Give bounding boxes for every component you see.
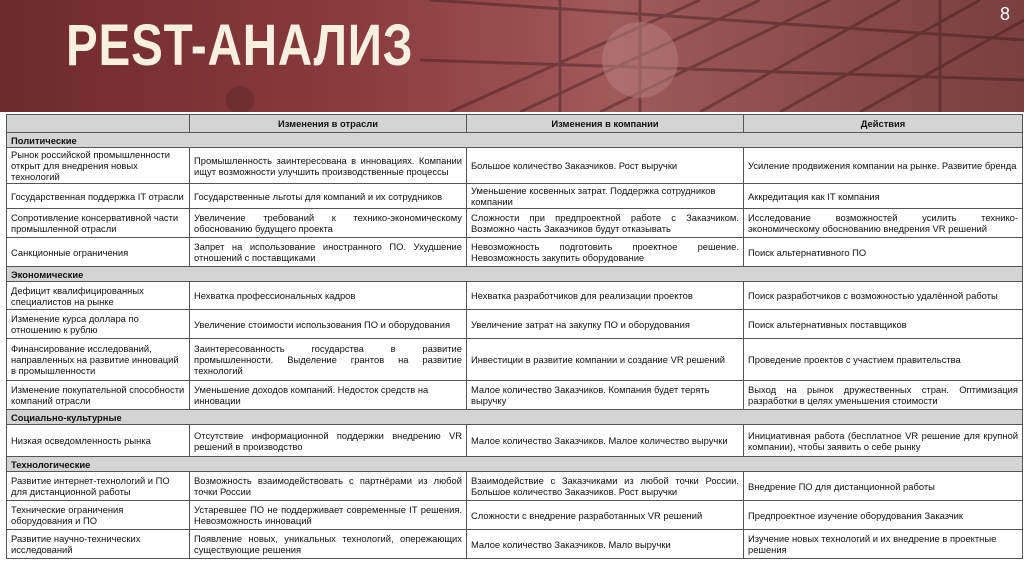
action-cell: Поиск альтернативных поставщиков <box>744 310 1023 339</box>
company-cell: Увеличение затрат на закупку ПО и оборудования <box>467 310 744 339</box>
action-cell: Поиск разработчиков с возможностью удалённой работы <box>744 282 1023 310</box>
industry-cell: Возможность взаимодействовать с партнёрами из любой точки России <box>190 472 467 501</box>
table-row <box>7 148 1023 184</box>
industry-cell: Увеличение стоимости использования ПО и оборудования <box>190 310 467 339</box>
industry-cell: Промышленность заинтересована в инновациях. Компании ищут возможности улучшить производственные процессы <box>190 148 467 184</box>
company-cell: Малое количество Заказчиков. Малое количество выручки <box>467 425 744 457</box>
factor-cell: Изменение курса доллара по отношению к рублю <box>7 310 190 339</box>
company-cell: Большое количество Заказчиков. Рост выручки <box>467 148 744 184</box>
table-row <box>7 381 1023 410</box>
factor-cell: Развитие научно-технических исследований <box>7 530 190 559</box>
action-cell: Выход на рынок дружественных стран. Оптимизация разработки в целях уменьшения стоимости <box>744 381 1023 410</box>
industry-cell: Государственные льготы для компаний и их сотрудников <box>190 184 467 209</box>
factor-cell: Низкая осведомленность рынка <box>7 425 190 457</box>
industry-cell: Запрет на использование иностранного ПО. Ухудшение отношений с поставщиками <box>190 238 467 267</box>
company-cell: Малое количество Заказчиков. Компания будет терять выручку <box>467 381 744 410</box>
slide-title: PEST-АНАЛИЗ <box>66 13 414 78</box>
table-row <box>7 472 1023 501</box>
section-title: Социально-культурные <box>7 410 1023 425</box>
factor-cell: Финансирование исследований, направленных на развитие инноваций в промышленности <box>7 339 190 381</box>
company-cell: Инвестиции в развитие компании и создание VR решений <box>467 339 744 381</box>
industry-cell: Отсутствие информационной поддержки внедрению VR решений в производство <box>190 425 467 457</box>
action-cell: Усиление продвижения компании на рынке. Развитие бренда <box>744 148 1023 184</box>
header-industry-changes: Изменения в отрасли <box>190 115 467 133</box>
section-row-economic <box>7 267 1023 282</box>
action-cell: Предпроектное изучение оборудования Заказчик <box>744 501 1023 530</box>
factor-cell: Государственная поддержка IT отрасли <box>7 184 190 209</box>
industry-cell: Увеличение требований к технико-экономическому обоснованию будущего проекта <box>190 209 467 238</box>
action-cell: Внедрение ПО для дистанционной работы <box>744 472 1023 501</box>
action-cell: Аккредитация как IT компания <box>744 184 1023 209</box>
company-cell: Уменьшение косвенных затрат. Поддержка сотрудников компании <box>467 184 744 209</box>
table-row <box>7 238 1023 267</box>
table-row <box>7 282 1023 310</box>
factor-cell: Санкционные ограничения <box>7 238 190 267</box>
action-cell: Проведение проектов с участием правительства <box>744 339 1023 381</box>
industry-cell: Уменьшение доходов компаний. Недосток средств на инновации <box>190 381 467 410</box>
section-row-social <box>7 410 1023 425</box>
company-cell: Нехватка разработчиков для реализации проектов <box>467 282 744 310</box>
header-cell-empty <box>7 115 190 133</box>
table-header-row <box>7 115 1023 133</box>
industry-cell: Появление новых, уникальных технологий, опережающих существующие решения <box>190 530 467 559</box>
factor-cell: Развитие интернет-технологий и ПО для дистанционной работы <box>7 472 190 501</box>
table-row <box>7 501 1023 530</box>
section-row-technological <box>7 457 1023 472</box>
header-actions: Действия <box>744 115 1023 133</box>
factor-cell: Рынок российской промышленности открыт для внедрения новых технологий <box>7 148 190 184</box>
action-cell: Исследование возможностей усилить технико-экономическому обоснованию внедрения VR решений <box>744 209 1023 238</box>
company-cell: Малое количество Заказчиков. Мало выручки <box>467 530 744 559</box>
page-number: 8 <box>999 4 1010 24</box>
table-row <box>7 339 1023 381</box>
industry-cell: Устаревшее ПО не поддерживает современные IT решения. Невозможность инноваций <box>190 501 467 530</box>
table-row <box>7 425 1023 457</box>
table-row <box>7 209 1023 238</box>
action-cell: Изучение новых технологий и их внедрение в проектные решения <box>744 530 1023 559</box>
section-title: Экономические <box>7 267 1023 282</box>
company-cell: Сложности с внедрение разработанных VR решений <box>467 501 744 530</box>
pest-table <box>6 114 1023 559</box>
industry-cell: Нехватка профессиональных кадров <box>190 282 467 310</box>
company-cell: Взаимодействие с Заказчиками из любой точки России. Большое количество Заказчиков. Рост выручки <box>467 472 744 501</box>
factor-cell: Изменение покупательной способности компаний отрасли <box>7 381 190 410</box>
header-company-changes: Изменения в компании <box>467 115 744 133</box>
section-title: Технологические <box>7 457 1023 472</box>
table-row <box>7 184 1023 209</box>
action-cell: Поиск альтернативного ПО <box>744 238 1023 267</box>
factor-cell: Дефицит квалифицированных специалистов на рынке <box>7 282 190 310</box>
section-row-political <box>7 133 1023 148</box>
industry-cell: Заинтересованность государства в развитие промышленности. Выделение грантов на развитие технологий <box>190 339 467 381</box>
header-banner <box>0 0 1024 112</box>
table-row <box>7 310 1023 339</box>
section-title: Политические <box>7 133 1023 148</box>
company-cell: Сложности при предпроектной работе с Заказчиком. Возможно часть Заказчиков будут отказывать <box>467 209 744 238</box>
factor-cell: Технические ограничения оборудования и ПО <box>7 501 190 530</box>
table-row <box>7 530 1023 559</box>
company-cell: Невозможность подготовить проектное решение. Невозможность закупить оборудование <box>467 238 744 267</box>
action-cell: Инициативная работа (бесплатное VR решение для крупной компании), чтобы заявить о себе рынку <box>744 425 1023 457</box>
factor-cell: Сопротивление консервативной части промышленной отрасли <box>7 209 190 238</box>
